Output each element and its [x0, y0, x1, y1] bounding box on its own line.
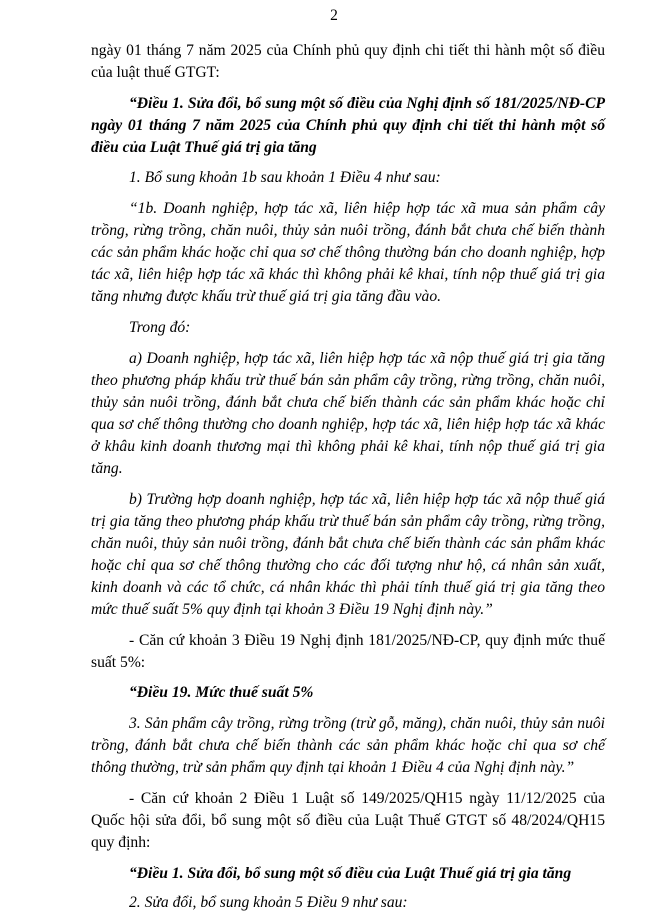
heading-dieu-19: “Điều 19. Mức thuế suất 5% — [129, 684, 314, 702]
paragraph-can-cu-khoan-3: - Căn cứ khoản 3 Điều 19 Nghị định 181/2025/NĐ-CP, quy định mức thuế suất 5%: — [91, 631, 605, 671]
paragraph-khoan-3-dieu-19: 3. Sản phẩm cây trồng, rừng trồng (trừ gỗ, măng), chăn nuôi, thủy sản nuôi trồng, đánh bắt chưa chế biến thành các sản phẩm khác hoặc chỉ qua sơ chế thông thường, trừ sản phẩm quy định tại khoản 1 Điều 4 của Nghị định này.” — [91, 715, 605, 777]
paragraph-khoan-2-sua-doi: 2. Sửa đổi, bổ sung khoản 5 Điều 9 như sau: — [129, 893, 408, 911]
heading-dieu-1-luat: “Điều 1. Sửa đổi, bổ sung một số điều của Luật Thuế giá trị gia tăng — [129, 864, 572, 882]
page-number: 2 — [330, 7, 338, 24]
paragraph-trong-do: Trong đó: — [129, 319, 191, 337]
paragraph-khoan-1: 1. Bổ sung khoản 1b sau khoản 1 Điều 4 như sau: — [129, 169, 441, 187]
paragraph-khoan-1b: “1b. Doanh nghiệp, hợp tác xã, liên hiệp hợp tác xã mua sản phẩm cây trồng, rừng trồng, chăn nuôi, thủy sản nuôi trồng, đánh bắt chưa chế biến thành các sản phẩm khác hoặc chỉ qua sơ chế thông thường bán cho doanh nghiệp, hợp tác xã, liên hiệp hợp tác xã khác thì không phải kê khai, tính nộp thuế giá trị gia tăng nhưng được khấu trừ thuế giá trị gia tăng đầu vào. — [91, 200, 605, 306]
heading-dieu-1-nghi-dinh: “Điều 1. Sửa đổi, bổ sung một số điều của Nghị định số 181/2025/NĐ-CP ngày 01 tháng 7 năm 2025 của Chính phủ quy định chi tiết thi hành một số điều của Luật Thuế giá trị gia tăng — [91, 94, 605, 156]
paragraph-diem-b: b) Trường hợp doanh nghiệp, hợp tác xã, liên hiệp hợp tác xã nộp thuế giá trị gia tăng theo phương pháp khấu trừ thuế bán sản phẩm cây trồng, rừng trồng, chăn nuôi, thủy sản nuôi trồng, đánh bắt chưa chế biến thành các sản phẩm khác hoặc chỉ qua sơ chế thông thường cho các đối tượng như hộ, cá nhân sản xuất, kinh doanh và các tổ chức, cá nhân khác thì phải tính thuế giá trị gia tăng theo mức thuế suất 5% quy định tại khoản 3 Điều 19 Nghị định này.” — [91, 490, 605, 619]
paragraph-diem-a: a) Doanh nghiệp, hợp tác xã, liên hiệp hợp tác xã nộp thuế giá trị gia tăng theo phương pháp khấu trừ thuế bán sản phẩm cây trồng, rừng trồng, chăn nuôi, thủy sản nuôi trồng, đánh bắt chưa chế biến thành các sản phẩm khác hoặc chỉ qua sơ chế thông thường cho doanh nghiệp, hợp tác xã, liên hiệp hợp tác xã khác ở khâu kinh doanh thương mại thì không phải kê khai, tính nộp thuế giá trị gia tăng. — [91, 349, 605, 478]
document-body — [91, 40, 605, 914]
paragraph-can-cu-khoan-2: - Căn cứ khoản 2 Điều 1 Luật số 149/2025/QH15 ngày 11/12/2025 của Quốc hội sửa đổi, bổ sung một số điều của Luật Thuế GTGT số 48/2024/QH15 quy định: — [91, 789, 605, 851]
paragraph-continuation: ngày 01 tháng 7 năm 2025 của Chính phủ quy định chi tiết thi hành một số điều của luật thuế GTGT: — [91, 42, 605, 82]
